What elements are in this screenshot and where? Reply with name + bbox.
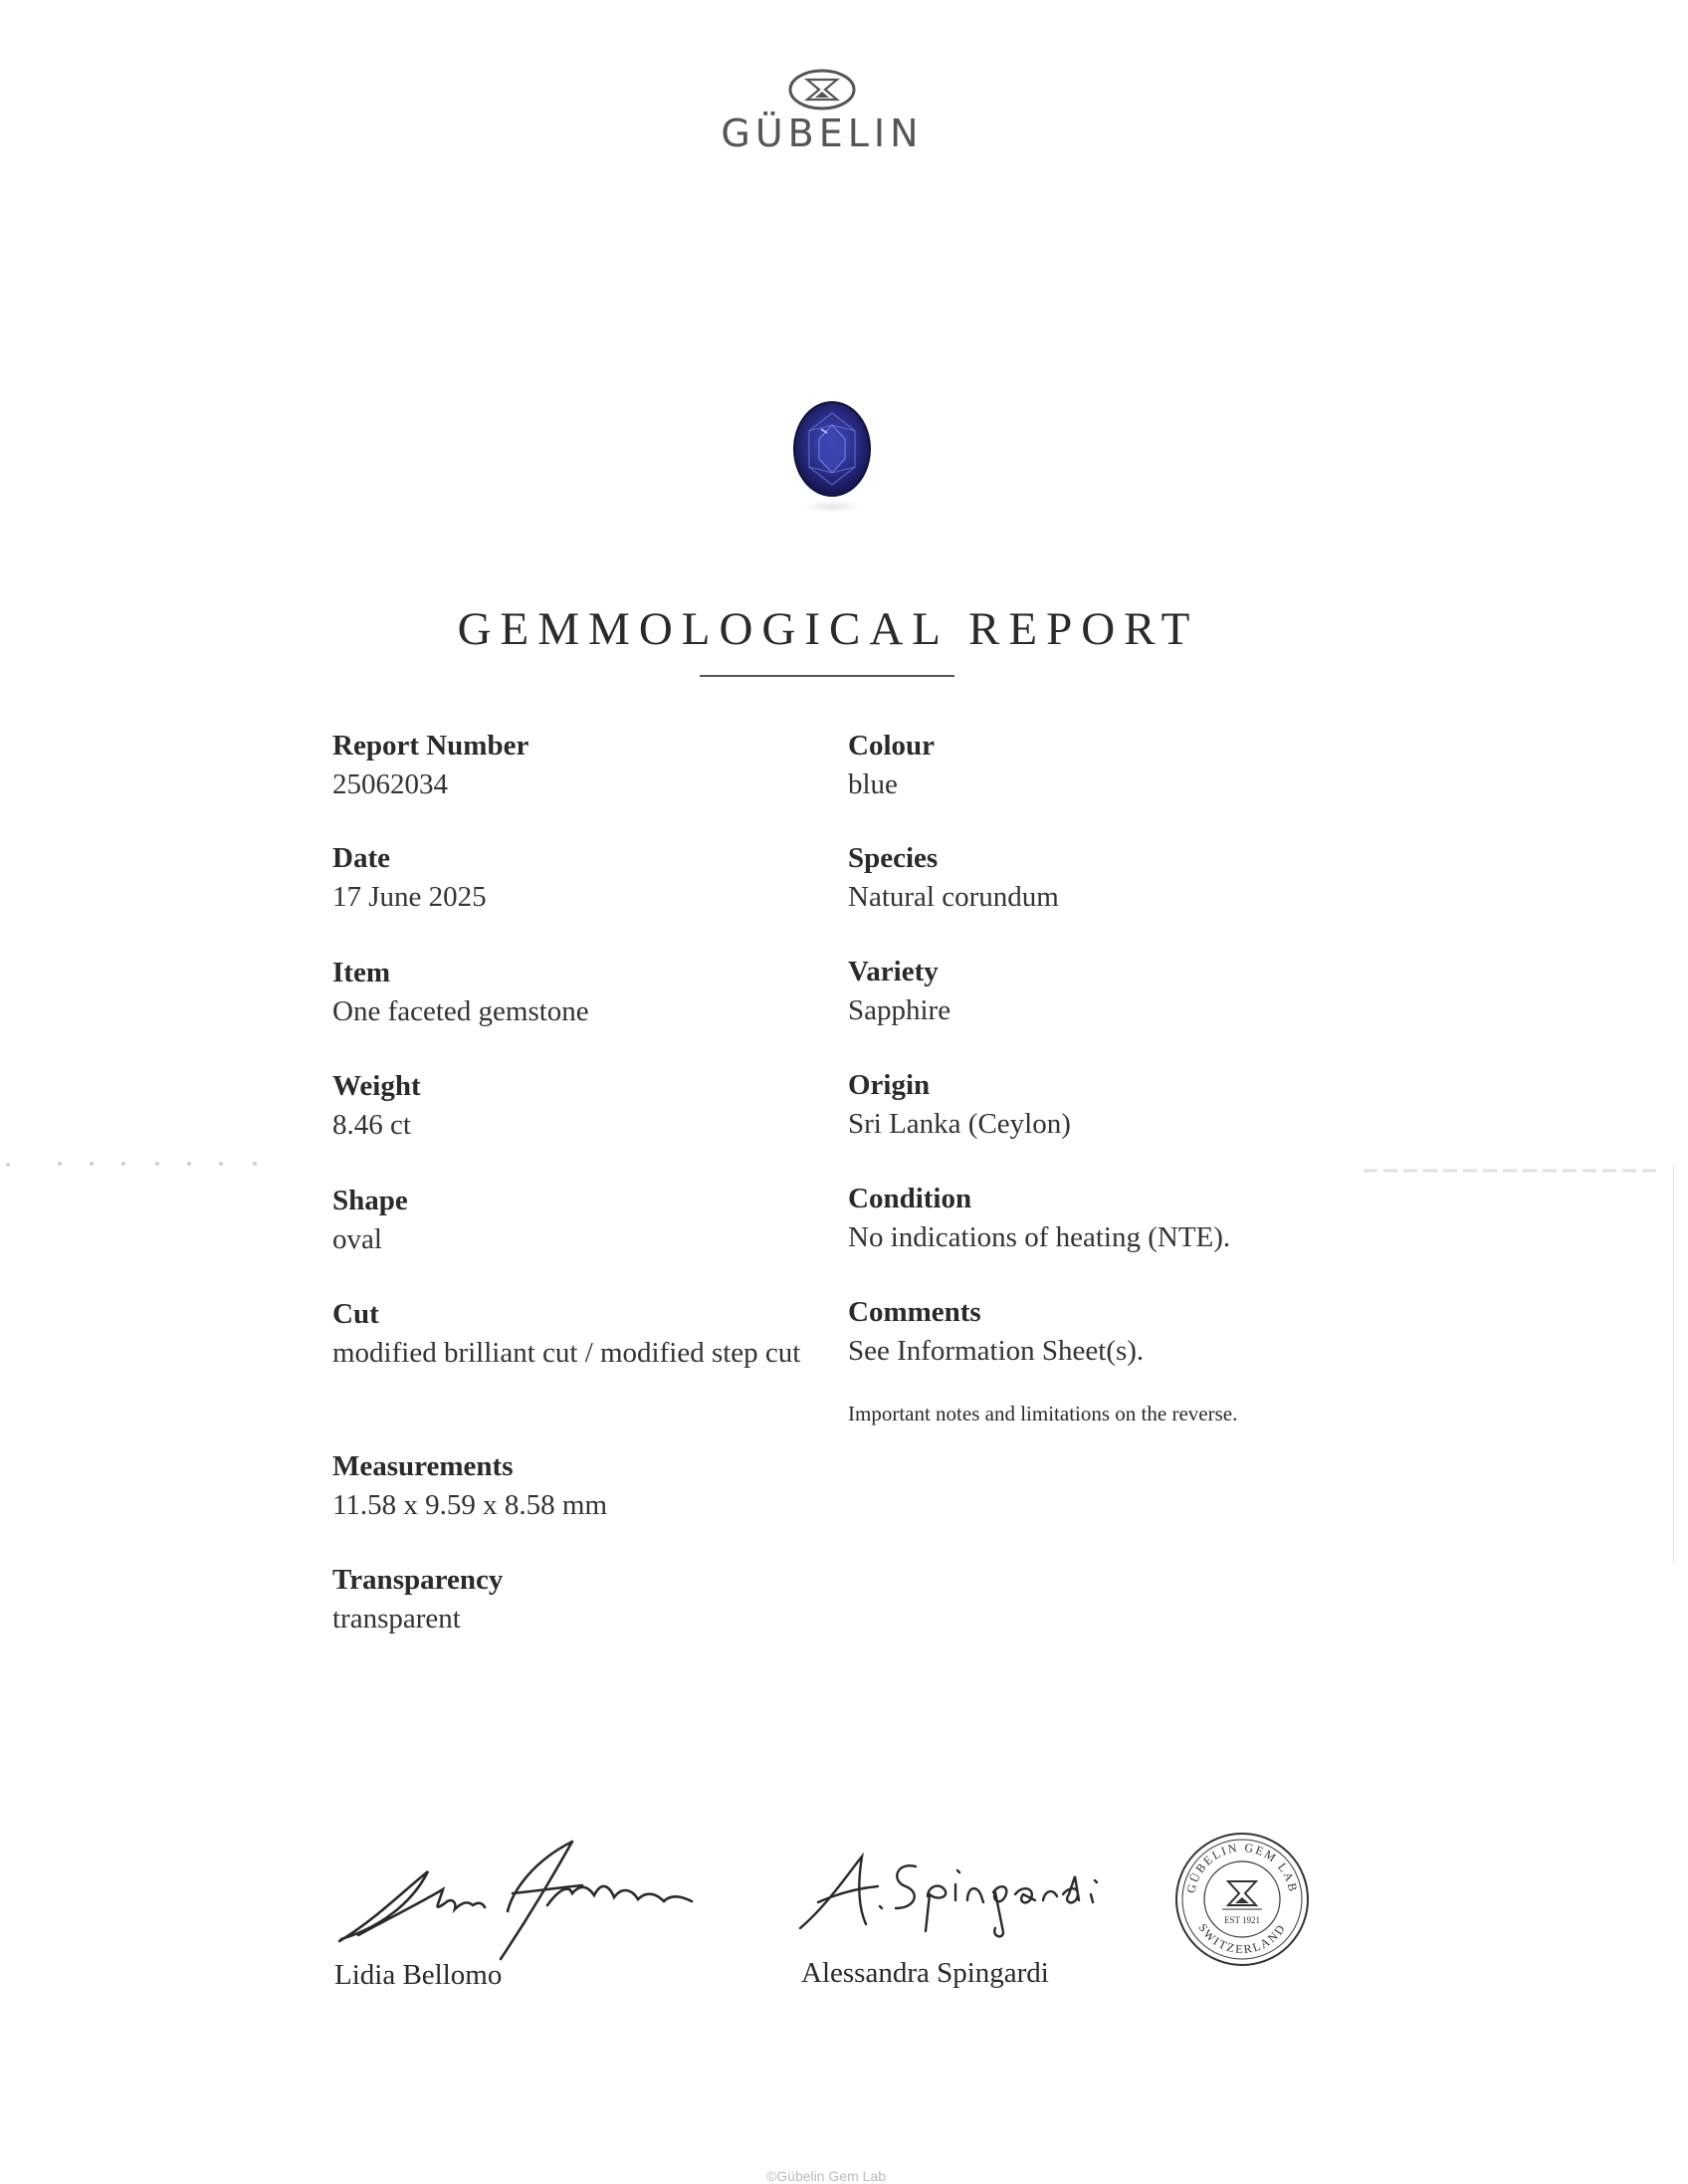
field-measurements [332, 1447, 820, 1561]
right-field-column [848, 727, 1366, 1371]
field-value: No indications of heating (NTE). [848, 1221, 1231, 1253]
field-value: Sapphire [848, 994, 951, 1026]
field-label: Date [332, 842, 390, 874]
field-label: Transparency [332, 1564, 504, 1596]
brand-name: GÜBELIN [721, 111, 924, 155]
field-value: oval [332, 1223, 382, 1255]
field-weight [332, 1067, 820, 1182]
gemstone-photo [791, 399, 873, 517]
field-value: Sri Lanka (Ceylon) [848, 1108, 1071, 1140]
title-divider [700, 675, 954, 677]
scan-artifact [0, 1159, 289, 1169]
signature-alessandra-spingardi [796, 1837, 1194, 1946]
field-species [848, 839, 1366, 953]
field-value: Natural corundum [848, 881, 1059, 913]
field-label: Variety [848, 956, 939, 987]
field-label: Item [332, 957, 390, 988]
field-label: Origin [848, 1069, 931, 1101]
report-title: GEMMOLOGICAL REPORT [457, 603, 1199, 655]
field-colour [848, 727, 1366, 839]
field-transparency [332, 1561, 820, 1638]
field-value: blue [848, 768, 898, 800]
hourglass-oval-emblem-icon [787, 68, 857, 111]
svg-text:GÜBELIN GEM LAB: GÜBELIN GEM LAB [1183, 1840, 1301, 1895]
field-value: 11.58 x 9.59 x 8.58 mm [332, 1489, 608, 1521]
field-shape [332, 1182, 820, 1295]
field-label: Measurements [332, 1450, 514, 1482]
field-value: modified brilliant cut / modified step cut [332, 1337, 801, 1369]
field-origin [848, 1066, 1366, 1180]
field-label: Colour [848, 730, 935, 762]
scan-edge [1673, 1165, 1674, 1563]
field-label: Cut [332, 1298, 379, 1330]
signature-lidia-bellomo [333, 1832, 732, 1961]
field-label: Condition [848, 1183, 972, 1214]
field-date [332, 839, 820, 954]
field-cut [332, 1295, 820, 1447]
scan-artifact [1364, 1165, 1662, 1177]
field-label: Report Number [332, 730, 529, 762]
field-label: Species [848, 842, 939, 874]
gubelin-gem-lab-seal-icon [1172, 1830, 1312, 1969]
field-condition [848, 1180, 1366, 1293]
field-value: 8.46 ct [332, 1109, 411, 1141]
limitations-note: Important notes and limitations on the reverse. [848, 1402, 1238, 1425]
seal-est-text: EST 1921 [1223, 1915, 1261, 1925]
field-item [332, 954, 820, 1067]
field-value: 17 June 2025 [332, 881, 487, 913]
footer-copyright: ©Gübelin Gem Lab [765, 2168, 887, 2184]
field-report-number [332, 727, 820, 839]
left-field-column [332, 727, 820, 1638]
field-comments [848, 1293, 1366, 1371]
field-label: Weight [332, 1070, 421, 1102]
signer-name-right: Alessandra Spingardi [801, 1957, 1049, 1989]
field-variety [848, 953, 1366, 1066]
svg-text:SWITZERLAND: SWITZERLAND [1195, 1920, 1289, 1957]
field-value: 25062034 [332, 768, 448, 800]
brand-logo [0, 68, 1644, 155]
field-value: transparent [332, 1603, 461, 1635]
field-label: Comments [848, 1296, 981, 1328]
field-value: See Information Sheet(s). [848, 1335, 1145, 1367]
field-value: One faceted gemstone [332, 995, 589, 1027]
field-label: Shape [332, 1185, 408, 1216]
signer-name-left: Lidia Bellomo [334, 1959, 503, 1991]
